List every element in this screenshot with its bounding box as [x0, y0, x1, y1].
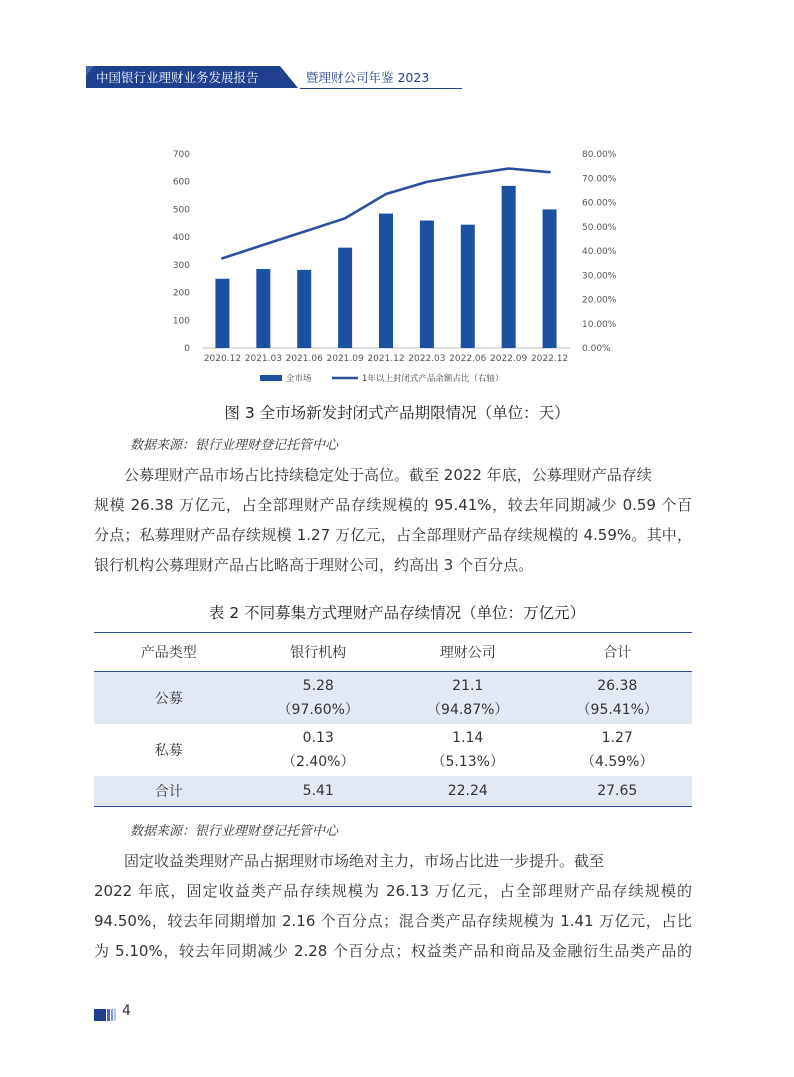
y-right-tick-label: 50.00% — [582, 222, 617, 233]
paragraph-line: 规模 26.38 万亿元，占全部理财产品存续规模的 95.41%，较去年同期减少 0.59 个百 — [94, 496, 692, 514]
legend-label-line: 1年以上封闭式产品余额占比（右轴） — [362, 374, 504, 384]
header-wmc: 理财公司 — [393, 633, 543, 672]
y-right-tick-label: 40.00% — [582, 247, 617, 257]
paragraph-line: 为 5.10%，较去年同期减少 2.28 个百分点；权益类产品和商品及金融衍生品类产品的 — [94, 942, 692, 960]
y-right-tick-label: 80.00% — [582, 150, 617, 160]
bar — [461, 225, 475, 348]
cell-type: 公募 — [94, 672, 244, 725]
bar — [215, 279, 229, 348]
table-header-row — [94, 633, 692, 672]
cell-total: 27.65 — [543, 776, 693, 807]
legend-label-bar: 全市场 — [286, 374, 312, 384]
cell-total — [543, 672, 693, 725]
cell-value: 21.1 — [452, 678, 484, 694]
data-table — [94, 632, 692, 807]
paragraph-line: 分点；私募理财产品存续规模 1.27 万亿元，占全部理财产品存续规模的 4.59%。其中， — [94, 526, 692, 544]
y-right-tick-label: 10.00% — [582, 319, 617, 330]
cell-bank — [244, 724, 394, 776]
paragraph-line: 公募理财产品市场占比持续稳定处于高位。截至 2022 年底，公募理财产品存续 — [124, 466, 652, 484]
table-row-total — [94, 776, 692, 807]
header-rule — [300, 88, 462, 89]
x-tick-label: 2022.09 — [490, 354, 528, 364]
y-right-tick-label: 60.00% — [582, 198, 617, 209]
cell-percent: （5.13%） — [431, 754, 504, 770]
cell-percent: （95.41%） — [576, 702, 658, 718]
paragraph-line: 银行机构公募理财产品占比略高于理财公司，约高出 3 个百分点。 — [94, 556, 534, 574]
y-left-tick-label: 600 — [172, 177, 190, 188]
y-left-tick-label: 700 — [172, 150, 190, 160]
header-subtitle: 暨理财公司年鉴 2023 — [306, 70, 430, 85]
page-number: 4 — [122, 1003, 131, 1019]
header-title: 中国银行业理财业务发展报告 — [96, 70, 259, 85]
paragraph-line: 94.50%，较去年同期增加 2.16 个百分点；混合类产品存续规模为 1.41 万亿元，占比 — [94, 912, 692, 930]
x-tick-label: 2021.09 — [326, 354, 364, 364]
y-left-tick-label: 0 — [184, 344, 190, 354]
cell-wmc: 22.24 — [393, 776, 543, 807]
cell-value: 5.28 — [302, 678, 334, 694]
page-marker-icon — [94, 1006, 116, 1018]
bar — [420, 221, 434, 348]
y-right-tick-label: 30.00% — [582, 271, 617, 282]
paragraph-line: 固定收益类理财产品占据理财市场绝对主力，市场占比进一步提升。截至 — [124, 852, 605, 870]
paragraph-2 — [94, 846, 692, 966]
cell-wmc — [393, 672, 543, 725]
bar — [379, 214, 393, 348]
cell-total — [543, 724, 693, 776]
x-tick-label: 2021.03 — [244, 354, 282, 364]
figure-caption: 图 3 全市场新发封闭式产品期限情况（单位：天） — [224, 404, 570, 422]
x-tick-label: 2022.06 — [449, 354, 487, 364]
x-tick-label: 2022.03 — [408, 354, 446, 364]
cell-value: 26.38 — [597, 678, 638, 694]
combo-chart — [160, 142, 640, 394]
legend-swatch-bar — [260, 375, 282, 381]
figure-source: 数据来源：银行业理财登记托管中心 — [130, 438, 339, 453]
header-bank: 银行机构 — [244, 633, 394, 672]
cell-bank — [244, 672, 394, 725]
chart-container — [160, 142, 640, 394]
cell-type: 合计 — [94, 776, 244, 807]
bar — [502, 186, 516, 348]
y-right-tick-label: 20.00% — [582, 295, 617, 306]
y-right-tick-label: 0.00% — [582, 344, 611, 354]
header-product-type: 产品类型 — [94, 633, 244, 672]
x-tick-label: 2022.12 — [530, 354, 569, 364]
y-left-tick-label: 400 — [172, 233, 190, 244]
bar — [338, 248, 352, 348]
header-total: 合计 — [543, 633, 693, 672]
cell-value: 1.14 — [452, 730, 484, 746]
bar — [543, 209, 557, 348]
y-left-tick-label: 500 — [172, 205, 190, 216]
cell-value: 0.13 — [302, 730, 334, 746]
y-left-tick-label: 200 — [172, 288, 190, 299]
cell-value: 1.27 — [601, 730, 633, 746]
paragraph-1 — [94, 460, 692, 580]
cell-percent: （94.87%） — [427, 702, 509, 718]
y-left-tick-label: 100 — [172, 316, 190, 327]
cell-type: 私募 — [154, 743, 183, 759]
cell-wmc — [393, 724, 543, 776]
x-tick-label: 2020.12 — [203, 354, 242, 364]
table-source: 数据来源：银行业理财登记托管中心 — [130, 824, 339, 839]
bar — [297, 270, 311, 348]
paragraph-line: 2022 年底，固定收益类产品存续规模为 26.13 万亿元，占全部理财产品存续规模的 — [94, 882, 692, 900]
table-row — [94, 724, 692, 776]
cell-percent: （4.59%） — [581, 754, 654, 770]
cell-percent: （2.40%） — [282, 754, 355, 770]
cell-percent: （97.60%） — [277, 702, 359, 718]
cell-bank: 5.41 — [244, 776, 394, 807]
table-row — [94, 672, 692, 725]
y-right-tick-label: 70.00% — [582, 174, 617, 185]
x-tick-label: 2021.06 — [285, 354, 323, 364]
x-tick-label: 2021.12 — [367, 354, 405, 364]
bar — [256, 269, 270, 348]
table-caption: 表 2 不同募集方式理财产品存续情况（单位：万亿元） — [208, 604, 586, 622]
y-left-tick-label: 300 — [172, 260, 190, 271]
